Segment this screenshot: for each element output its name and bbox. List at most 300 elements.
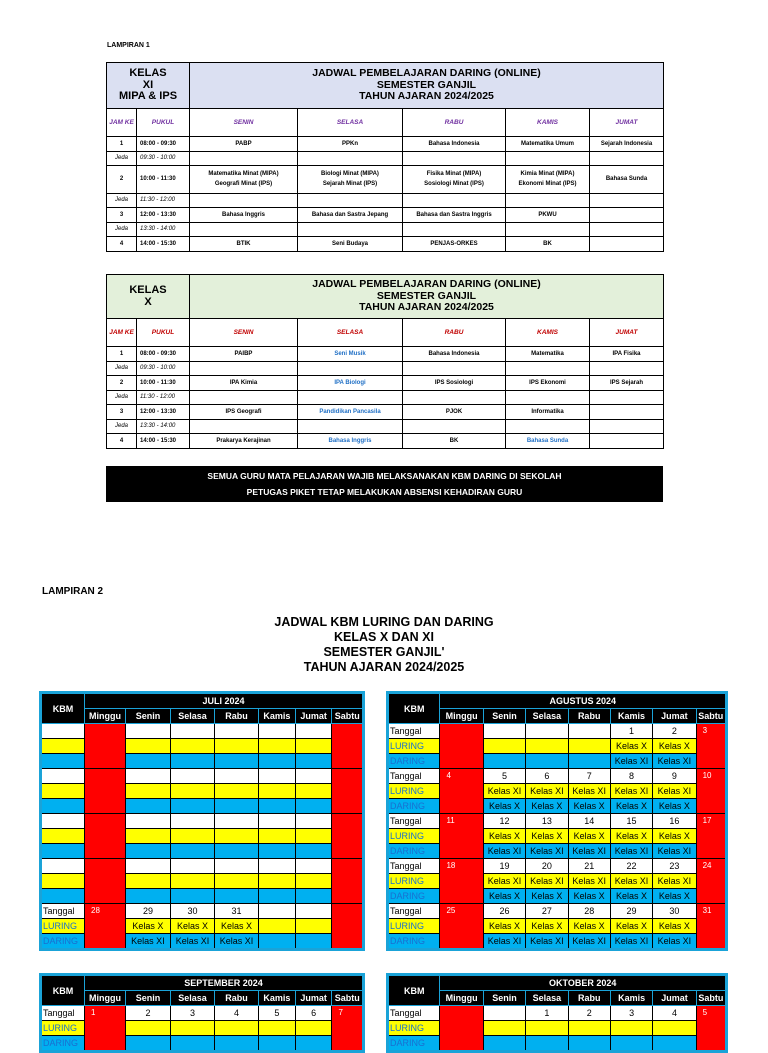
- column-header: RABU: [403, 109, 506, 137]
- row-label: Tanggal: [388, 859, 440, 874]
- calendar-week-row: [388, 784, 727, 799]
- subject-cell: [506, 405, 590, 420]
- date-cell: [526, 1021, 568, 1036]
- subject-line: Fisika Minat (MIPA): [426, 171, 482, 178]
- date-cell: [170, 754, 214, 769]
- date-cell: Kelas X: [653, 829, 696, 844]
- date-cell: [125, 889, 170, 904]
- date-cell: [295, 784, 332, 799]
- date-cell: [526, 724, 568, 739]
- date-cell: [215, 889, 259, 904]
- date-cell: [610, 1036, 652, 1052]
- calendar-days-row: [41, 991, 364, 1006]
- date-cell: Kelas XI: [483, 934, 525, 950]
- date-cell: [295, 724, 332, 739]
- schedule-row: [107, 166, 664, 194]
- subject-cell: [190, 376, 298, 391]
- date-cell: 27: [526, 904, 568, 919]
- subject-cell: [190, 362, 298, 376]
- schedule-row: [107, 208, 664, 223]
- pukul-cell: 09:30 - 10:00: [137, 152, 190, 166]
- pukul-cell: 12:00 - 13:30: [137, 405, 190, 420]
- subject-cell: [403, 166, 506, 194]
- row-label: [41, 829, 85, 844]
- row-label: Tanggal: [388, 769, 440, 784]
- subject-cell: [190, 420, 298, 434]
- calendar-september: [39, 973, 365, 1053]
- schedule-table-xi: [106, 62, 664, 252]
- subject-line: Sejarah Indonesia: [600, 140, 653, 147]
- subject-cell: [403, 137, 506, 152]
- schedule-row: [107, 223, 664, 237]
- calendar-week-row: [388, 799, 727, 814]
- calendar-week-row: [41, 814, 364, 829]
- subject-cell: [590, 362, 664, 376]
- date-cell: [215, 739, 259, 754]
- date-cell: [295, 814, 332, 829]
- date-cell: Kelas XI: [610, 784, 652, 799]
- date-cell: Kelas XI: [215, 934, 259, 950]
- subject-cell: [298, 194, 403, 208]
- day-header: Kamis: [259, 991, 296, 1006]
- saturday-cell: [332, 904, 364, 950]
- date-cell: [526, 754, 568, 769]
- date-cell: [483, 739, 525, 754]
- date-cell: [125, 769, 170, 784]
- row-label: Tanggal: [388, 724, 440, 739]
- calendar-week-row: [41, 1006, 364, 1021]
- calendar-week-row: [388, 919, 727, 934]
- date-cell: 5: [259, 1006, 296, 1021]
- date-cell: [170, 799, 214, 814]
- subject-cell: [298, 166, 403, 194]
- day-header: Senin: [483, 991, 525, 1006]
- date-cell: 14: [568, 814, 610, 829]
- column-header: JUMAT: [590, 319, 664, 347]
- subject-line: PAIBP: [234, 350, 253, 357]
- month-name: SEPTEMBER 2024: [85, 975, 364, 991]
- column-header: KAMIS: [506, 109, 590, 137]
- subject-cell: [190, 405, 298, 420]
- date-cell: [259, 934, 296, 950]
- sunday-cell: [440, 1006, 483, 1052]
- date-cell: Kelas X: [610, 829, 652, 844]
- day-header: Senin: [125, 991, 170, 1006]
- subject-cell: [403, 237, 506, 252]
- date-cell: [568, 754, 610, 769]
- date-cell: 19: [483, 859, 525, 874]
- day-header: Jumat: [295, 709, 332, 724]
- date-cell: Kelas X: [483, 829, 525, 844]
- date-cell: 7: [568, 769, 610, 784]
- sunday-cell: [440, 724, 483, 769]
- date-cell: Kelas X: [170, 919, 214, 934]
- calendar-week-row: [41, 859, 364, 874]
- subject-line: Matematika Umum: [520, 140, 574, 147]
- date-cell: [215, 769, 259, 784]
- subject-cell: [298, 208, 403, 223]
- date-cell: Kelas X: [653, 919, 696, 934]
- date-cell: Kelas XI: [653, 784, 696, 799]
- sunday-cell: [85, 724, 126, 769]
- subject-line: Sejarah Minat (IPS): [322, 181, 378, 187]
- date-cell: [125, 844, 170, 859]
- date-cell: [295, 799, 332, 814]
- date-cell: 3: [171, 1006, 215, 1021]
- subject-line: Prakarya Kerajinan: [216, 437, 271, 444]
- subject-line: Matematika: [531, 350, 564, 357]
- subject-cell: [590, 391, 664, 405]
- row-label: Tanggal: [41, 904, 85, 919]
- row-label: [41, 844, 85, 859]
- day-header: Sabtu: [696, 709, 726, 724]
- date-cell: [125, 784, 170, 799]
- date-cell: Kelas X: [653, 739, 696, 754]
- day-header: Selasa: [171, 991, 215, 1006]
- date-cell: [171, 1021, 215, 1036]
- calendar-header-row: [41, 693, 364, 709]
- day-header: Minggu: [440, 991, 483, 1006]
- date-cell: Kelas X: [526, 799, 568, 814]
- row-label: DARING: [388, 1036, 440, 1052]
- column-header: JAM KE: [107, 319, 137, 347]
- subject-cell: [403, 223, 506, 237]
- subject-line: Bahasa Inggris: [328, 437, 372, 444]
- date-cell: [125, 799, 170, 814]
- day-header: Kamis: [259, 709, 296, 724]
- date-cell: [568, 724, 610, 739]
- subject-cell: [590, 376, 664, 391]
- pukul-cell: 08:00 - 09:30: [137, 347, 190, 362]
- calendar-week-row: [388, 874, 727, 889]
- date-cell: Kelas XI: [653, 874, 696, 889]
- day-header: Selasa: [170, 709, 214, 724]
- subject-line: Informatika: [531, 408, 564, 415]
- subject-line: Bahasa Indonesia: [428, 140, 480, 147]
- schedule-title: JADWAL PEMBELAJARAN DARING (ONLINE) SEMESTER GANJIL TAHUN AJARAN 2024/2025: [190, 63, 664, 109]
- pukul-cell: 11:30 - 12:00: [137, 194, 190, 208]
- sunday-cell: 25: [440, 904, 483, 950]
- date-cell: 22: [610, 859, 652, 874]
- date-cell: [215, 1036, 259, 1052]
- subject-cell: [190, 223, 298, 237]
- jam-cell: 1: [107, 137, 137, 152]
- calendar-oktober: [386, 973, 728, 1053]
- date-cell: Kelas X: [568, 889, 610, 904]
- date-cell: [215, 1021, 259, 1036]
- subject-line: IPA Fisika: [612, 350, 641, 357]
- subject-cell: [590, 194, 664, 208]
- subject-line: Geografi Minat (IPS): [214, 181, 273, 187]
- subject-line: IPA Kimia: [229, 379, 258, 386]
- date-cell: Kelas XI: [568, 844, 610, 859]
- date-cell: 28: [568, 904, 610, 919]
- calendar-header-row: [388, 693, 727, 709]
- date-cell: [259, 1021, 296, 1036]
- subject-line: Seni Musik: [334, 350, 366, 357]
- date-cell: Kelas XI: [610, 934, 652, 950]
- pukul-cell: 10:00 - 11:30: [137, 166, 190, 194]
- subject-cell: [590, 166, 664, 194]
- subject-line: Seni Budaya: [331, 240, 368, 247]
- date-cell: Kelas X: [483, 919, 525, 934]
- sunday-cell: 18: [440, 859, 483, 904]
- date-cell: [295, 904, 332, 919]
- date-cell: [125, 814, 170, 829]
- date-cell: Kelas X: [568, 799, 610, 814]
- date-cell: Kelas XI: [653, 754, 696, 769]
- subject-cell: [190, 194, 298, 208]
- day-header: Minggu: [440, 709, 483, 724]
- schedule-row: [107, 376, 664, 391]
- pukul-cell: 09:30 - 10:00: [137, 362, 190, 376]
- date-cell: 30: [170, 904, 214, 919]
- date-cell: Kelas XI: [526, 784, 568, 799]
- date-cell: [215, 724, 259, 739]
- date-cell: [125, 1036, 170, 1052]
- saturday-cell: 3: [696, 724, 726, 769]
- calendar-agustus: [386, 691, 728, 951]
- calendar-week-row: [388, 814, 727, 829]
- date-cell: [295, 739, 332, 754]
- row-label: Tanggal: [388, 1006, 440, 1021]
- subject-cell: [506, 391, 590, 405]
- schedule-table-x: [106, 274, 664, 449]
- column-header: PUKUL: [137, 109, 190, 137]
- subject-cell: [590, 152, 664, 166]
- subject-cell: [506, 434, 590, 449]
- calendar-week-row: [388, 859, 727, 874]
- date-cell: [215, 814, 259, 829]
- date-cell: Kelas X: [483, 799, 525, 814]
- row-label: [41, 769, 85, 784]
- jam-cell: Jeda: [107, 391, 137, 405]
- date-cell: Kelas XI: [653, 934, 696, 950]
- subject-cell: [590, 208, 664, 223]
- date-cell: [259, 829, 296, 844]
- calendar-days-row: [41, 709, 364, 724]
- date-cell: Kelas X: [483, 889, 525, 904]
- pukul-cell: 14:00 - 15:30: [137, 237, 190, 252]
- row-label: DARING: [388, 754, 440, 769]
- row-label: [41, 814, 85, 829]
- day-header: Kamis: [610, 991, 652, 1006]
- date-cell: 21: [568, 859, 610, 874]
- date-cell: [259, 814, 296, 829]
- saturday-cell: 7: [332, 1006, 364, 1052]
- schedule-row: [107, 237, 664, 252]
- jam-cell: 1: [107, 347, 137, 362]
- row-label: [41, 859, 85, 874]
- date-cell: [170, 784, 214, 799]
- date-cell: [295, 919, 332, 934]
- date-cell: Kelas X: [526, 919, 568, 934]
- subject-cell: [403, 362, 506, 376]
- row-label: DARING: [41, 1036, 85, 1052]
- subject-cell: [403, 194, 506, 208]
- kbm-header: KBM: [388, 975, 440, 1006]
- sunday-cell: [85, 859, 126, 904]
- date-cell: 6: [295, 1006, 332, 1021]
- date-cell: Kelas XI: [610, 874, 652, 889]
- day-header: Minggu: [85, 991, 126, 1006]
- date-cell: [215, 859, 259, 874]
- subject-cell: [298, 391, 403, 405]
- day-header: Sabtu: [332, 991, 364, 1006]
- day-header: Kamis: [610, 709, 652, 724]
- date-cell: [259, 904, 296, 919]
- pukul-cell: 13:30 - 14:00: [137, 223, 190, 237]
- calendar-week-row: [388, 889, 727, 904]
- subject-cell: [403, 347, 506, 362]
- row-label: [41, 889, 85, 904]
- subject-cell: [403, 405, 506, 420]
- subject-line: IPS Geografi: [225, 408, 262, 415]
- subject-line: Biologi Minat (MIPA): [321, 171, 379, 178]
- subject-cell: [506, 137, 590, 152]
- calendar-header-row: [41, 975, 364, 991]
- saturday-cell: 17: [696, 814, 726, 859]
- date-cell: Kelas X: [653, 889, 696, 904]
- day-header: Sabtu: [696, 991, 726, 1006]
- date-cell: [259, 754, 296, 769]
- date-cell: Kelas X: [610, 919, 652, 934]
- subject-cell: [590, 405, 664, 420]
- subject-line: IPS Ekonomi: [529, 379, 566, 386]
- subject-line: Bahasa Inggris: [221, 211, 265, 218]
- date-cell: [295, 1036, 332, 1052]
- date-cell: Kelas X: [610, 889, 652, 904]
- subject-cell: [298, 237, 403, 252]
- date-cell: [483, 1021, 525, 1036]
- date-cell: [170, 859, 214, 874]
- sunday-cell: 1: [85, 1006, 126, 1052]
- jam-cell: 3: [107, 208, 137, 223]
- pukul-cell: 14:00 - 15:30: [137, 434, 190, 449]
- date-cell: 1: [610, 724, 652, 739]
- day-header: Jumat: [653, 991, 696, 1006]
- subject-cell: [190, 434, 298, 449]
- calendar-week-row: [41, 724, 364, 739]
- jam-cell: Jeda: [107, 420, 137, 434]
- jam-cell: Jeda: [107, 362, 137, 376]
- subject-line: Bahasa dan Sastra Jepang: [311, 211, 389, 218]
- date-cell: Kelas X: [125, 919, 170, 934]
- saturday-cell: [332, 859, 364, 904]
- sunday-cell: [85, 769, 126, 814]
- date-cell: [568, 1036, 610, 1052]
- subject-line: Bahasa Indonesia: [428, 350, 480, 357]
- date-cell: [259, 739, 296, 754]
- row-label: LURING: [388, 739, 440, 754]
- schedule-row: [107, 405, 664, 420]
- date-cell: [653, 1021, 696, 1036]
- row-label: DARING: [41, 934, 85, 950]
- pukul-cell: 12:00 - 13:30: [137, 208, 190, 223]
- calendar-title: JADWAL KBM LURING DAN DARING KELAS X DAN XI SEMESTER GANJIL' TAHUN AJARAN 2024/2025: [274, 615, 494, 674]
- subject-cell: [298, 376, 403, 391]
- schedule-row: [107, 347, 664, 362]
- date-cell: Kelas X: [653, 799, 696, 814]
- date-cell: [125, 1021, 170, 1036]
- schedule-row: [107, 391, 664, 405]
- row-label: DARING: [388, 889, 440, 904]
- month-name: OKTOBER 2024: [440, 975, 727, 991]
- date-cell: Kelas X: [215, 919, 259, 934]
- row-label: DARING: [388, 934, 440, 950]
- row-label: LURING: [388, 874, 440, 889]
- subject-cell: [298, 347, 403, 362]
- subject-line: PPKn: [341, 140, 358, 147]
- date-cell: [170, 889, 214, 904]
- subject-cell: [190, 166, 298, 194]
- subject-line: Kimia Minat (MIPA): [520, 171, 575, 178]
- day-header: Rabu: [215, 991, 259, 1006]
- column-header: KAMIS: [506, 319, 590, 347]
- row-label: LURING: [41, 1021, 85, 1036]
- row-label: DARING: [388, 844, 440, 859]
- date-cell: [125, 724, 170, 739]
- date-cell: 12: [483, 814, 525, 829]
- subject-cell: [403, 434, 506, 449]
- sunday-cell: 4: [440, 769, 483, 814]
- day-header: Senin: [483, 709, 525, 724]
- date-cell: Kelas XI: [483, 874, 525, 889]
- date-cell: 3: [610, 1006, 652, 1021]
- date-cell: [610, 1021, 652, 1036]
- subject-cell: [590, 434, 664, 449]
- kbm-header: KBM: [41, 693, 85, 724]
- jam-cell: Jeda: [107, 152, 137, 166]
- schedule-title: JADWAL PEMBELAJARAN DARING (ONLINE) SEMESTER GANJIL TAHUN AJARAN 2024/2025: [190, 275, 664, 319]
- jam-cell: 2: [107, 166, 137, 194]
- date-cell: [295, 874, 332, 889]
- column-header: SELASA: [298, 319, 403, 347]
- date-cell: 23: [653, 859, 696, 874]
- date-cell: [215, 844, 259, 859]
- date-cell: 31: [215, 904, 259, 919]
- day-header: Rabu: [568, 709, 610, 724]
- row-label: LURING: [388, 829, 440, 844]
- date-cell: Kelas X: [526, 829, 568, 844]
- calendar-week-row: [388, 739, 727, 754]
- date-cell: [125, 754, 170, 769]
- calendar-header-row: [388, 975, 727, 991]
- date-cell: [171, 1036, 215, 1052]
- jam-cell: 2: [107, 376, 137, 391]
- day-header: Jumat: [295, 991, 332, 1006]
- row-label: [41, 799, 85, 814]
- date-cell: [295, 1021, 332, 1036]
- subject-cell: [298, 223, 403, 237]
- row-label: [41, 739, 85, 754]
- jam-cell: 4: [107, 434, 137, 449]
- subject-cell: [190, 391, 298, 405]
- subject-cell: [298, 362, 403, 376]
- day-header: Selasa: [526, 709, 568, 724]
- row-label: [41, 874, 85, 889]
- date-cell: 13: [526, 814, 568, 829]
- column-header: JUMAT: [590, 109, 664, 137]
- kbm-header: KBM: [41, 975, 85, 1006]
- subject-cell: [506, 347, 590, 362]
- calendar-week-row: [388, 904, 727, 919]
- subject-cell: [590, 420, 664, 434]
- subject-cell: [506, 237, 590, 252]
- date-cell: [295, 769, 332, 784]
- subject-cell: [403, 208, 506, 223]
- date-cell: [170, 874, 214, 889]
